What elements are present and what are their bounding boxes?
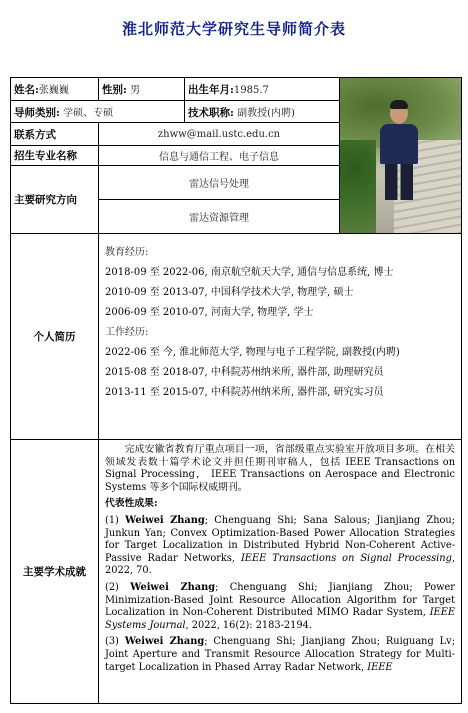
research-item: 雷达资源管理 [99,200,340,234]
paper-item: (3) Weiwei Zhang; Chenguang Shi; Jianjiang Zhou; Ruiguang Lv; Joint Aperture and Transmit Resource Allocation Strategy for Multi-target Localization in Phased Array Radar Network, IEEE [105,636,456,673]
work-entry: 2013-11 至 2015-07, 中科院苏州纳米所, 器件部, 研究实习员 [105,387,384,398]
birth-value: 1985.7 [233,84,269,96]
name-cell [11,78,99,101]
paper-author: Weiwei Zhang [125,514,205,526]
row-achievements [11,440,462,704]
bio-label: 个人简历 [11,234,99,440]
edu-entry: 2006-09 至 2010-07, 河南大学, 物理学, 学士 [105,307,314,318]
edu-entry: 2010-09 至 2013-07, 中国科学技术大学, 物理学, 硕士 [105,287,354,298]
contact-value: zhww@mail.ustc.edu.cn [99,123,340,146]
photo-cell [340,78,462,234]
portrait-photo [340,78,461,233]
tutor-type-value: 学硕、专硕 [63,107,114,119]
work-heading: 工作经历: [105,327,149,338]
research-label: 主要研究方向 [11,166,99,234]
paper-author: Weiwei Zhang [124,636,205,648]
gender-cell [99,78,185,101]
contact-label: 联系方式 [11,123,99,146]
gender-label: 性别: [102,84,127,96]
job-title-label: 技术职称: [188,106,234,119]
profile-table [10,77,462,704]
bio-content [99,234,462,440]
birth-label: 出生年月: [188,83,234,96]
edu-entry: 2018-09 至 2022-06, 南京航空航天大学, 通信与信息系统, 博士 [105,267,394,278]
paper-journal: IEEE Systems Journal [105,607,456,631]
edu-heading: 教育经历: [105,247,149,258]
work-entry: 2015-08 至 2018-07, 中科院苏州纳米所, 器件部, 助理研究员 [105,367,384,378]
research-item: 雷达信号处理 [99,166,340,200]
paper-author: Weiwei Zhang [130,581,216,593]
document-title: 淮北师范大学研究生导师简介表 [121,20,346,38]
representative-heading: 代表性成果: [105,498,158,510]
job-title-cell [185,101,340,123]
paper-journal: IEEE [367,661,393,673]
achievements-intro: 完成安徽省教育厅重点项目一项，省部级重点实验室开放项目多项。在相关领域发表数十篇学术论文并担任期刊审稿人，包括 IEEE Transactions on Signal Processing， IEEE Transactions on Aerospace and Electronic Systems 等多个国际权威期刊。 [105,444,456,493]
tutor-type-cell [11,101,185,123]
tutor-type-label: 导师类别: [14,106,60,119]
work-entry: 2022-06 至 今, 淮北师范大学, 物理与电子工程学院, 副教授(内聘) [105,347,400,358]
name-value: 张巍巍 [38,85,69,96]
major-value: 信息与通信工程、电子信息 [99,146,340,166]
name-label: 姓名: [14,84,39,96]
row-basic-info [11,78,462,101]
gender-value: 男 [130,85,141,96]
major-label: 招生专业名称 [11,146,99,166]
paper-item: (1) Weiwei Zhang; Chenguang Shi; Sana Salous; Jianjiang Zhou; Junkun Yan; Convex Optimization-Based Power Allocation Strategies for Target Localization in Distributed Hybrid Non-Coherent Active-Passive Radar Networks, IEEE Transactions on Signal Processing, 2022, 70. [105,514,456,577]
achievements-content [99,440,462,704]
job-title-value: 副教授(内聘) [237,107,295,119]
paper-journal: IEEE Transactions on Signal Processing [240,552,452,564]
birth-cell [185,78,340,101]
row-bio [11,234,462,440]
achievements-label: 主要学术成就 [11,440,99,704]
paper-item: (2) Weiwei Zhang; Chenguang Shi; Jianjiang Zhou; Power Minimization-Based Joint Resource Allocation Algorithm for Target Localization in Non-Coherent Distributed MIMO Radar System, IEEE Systems Journal, 2022, 16(2): 2183-2194. [105,581,456,631]
